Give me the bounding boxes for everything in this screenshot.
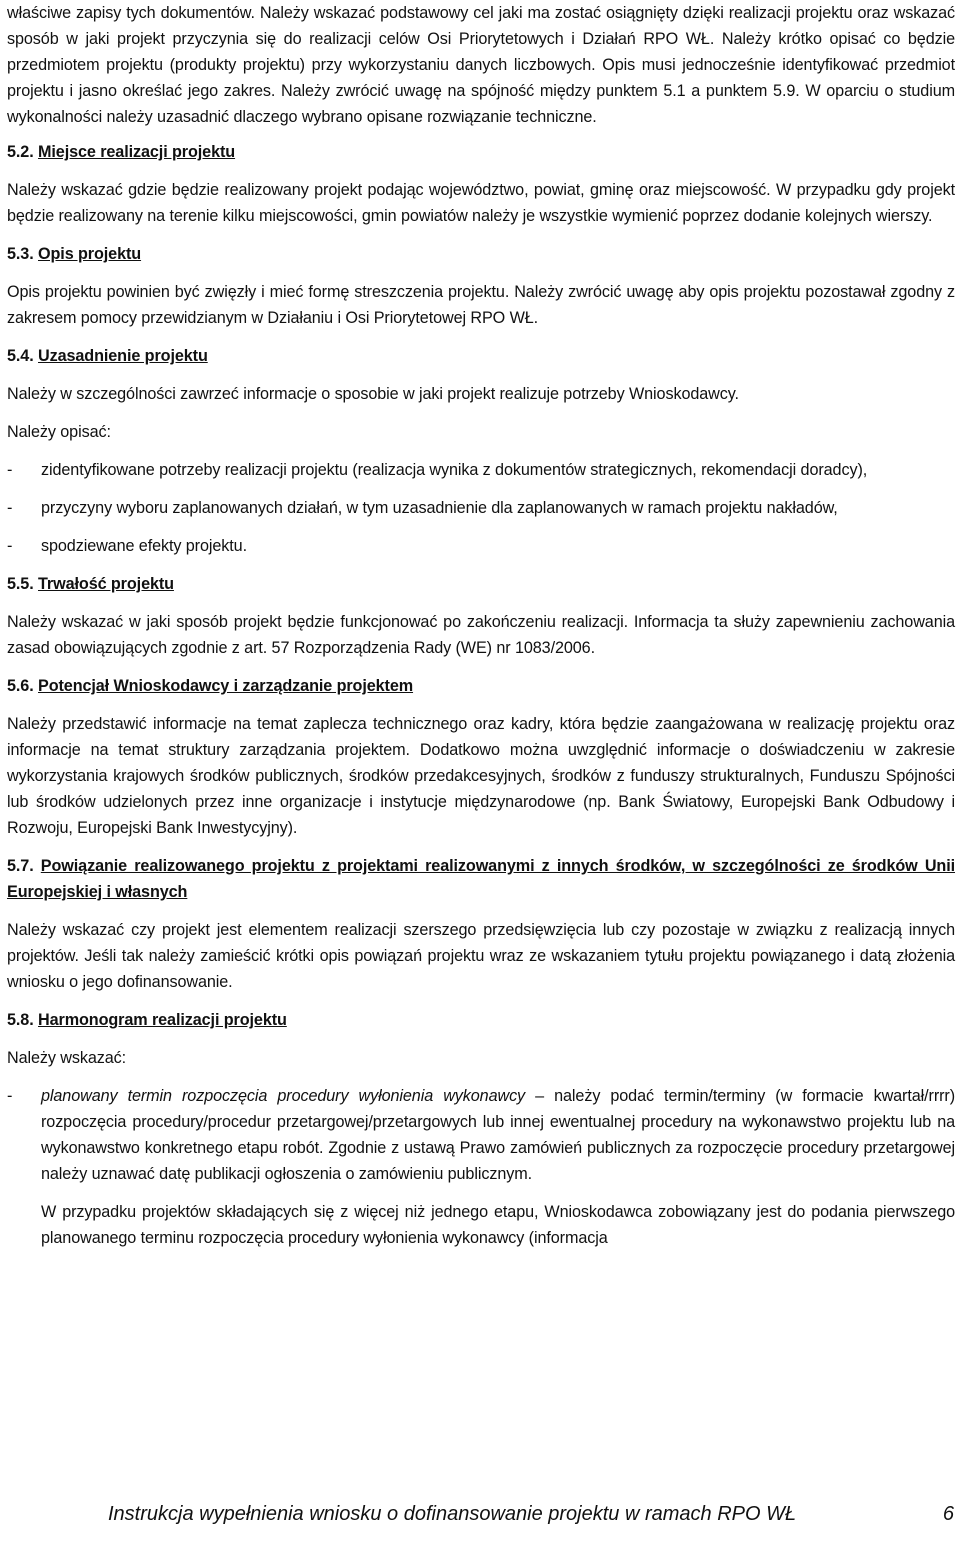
section-title: Harmonogram realizacji projektu xyxy=(38,1011,287,1029)
section-5-7-heading xyxy=(7,853,955,905)
section-title: Miejsce realizacji projektu xyxy=(38,143,236,161)
section-5-5-heading xyxy=(7,571,955,597)
section-number: 5.4. xyxy=(7,347,34,365)
document-page xyxy=(7,0,955,1251)
list-continuation-text: W przypadku projektów składających się z więcej niż jednego etapu, Wnioskodawca zobowiązany jest do podania pierwszego planowanego terminu rozpoczęcia procedury wyłonienia wykonawcy (informacja xyxy=(41,1203,955,1247)
section-title: Trwałość projektu xyxy=(38,575,174,593)
list-item xyxy=(7,533,955,559)
section-title: Potencjał Wnioskodawcy i zarządzanie projektem xyxy=(38,677,414,695)
section-number: 5.6. xyxy=(7,677,34,695)
intro-paragraph: właściwe zapisy tych dokumentów. Należy wskazać podstawowy cel jaki ma zostać osiągnięty dzięki realizacji projektu oraz wskazać sposób w jaki projekt przyczynia się do realizacji celów Osi Priorytetowych i Działań RPO WŁ. Należy krótko opisać co będzie przedmiotem projektu (produkty projektu) przy wykorzystaniu danych liczbowych. Opis musi jednocześnie identyfikować przedmiot projektu i jasno określać jego zakres. Należy zwrócić uwagę na spójność między punktem 5.1 a punktem 5.9. W oparciu o studium wykonalności należy uzasadnić dlaczego wybrano opisane rozwiązanie techniczne. xyxy=(7,4,955,126)
section-number: 5.5. xyxy=(7,575,34,593)
page-footer xyxy=(108,1500,954,1528)
list-item-emphasis: planowany termin rozpoczęcia procedury wyłonienia wykonawcy xyxy=(41,1087,526,1105)
section-5-4-paragraph: Należy w szczególności zawrzeć informacje o sposobie w jaki projekt realizuje potrzeby Wnioskodawcy. xyxy=(7,385,739,403)
section-5-4-heading xyxy=(7,343,955,369)
section-number: 5.7. xyxy=(7,857,34,875)
section-title: Opis projektu xyxy=(38,245,142,263)
section-5-4-list-intro: Należy opisać: xyxy=(7,423,111,441)
list-item-text: spodziewane efekty projektu. xyxy=(41,537,247,555)
list-item xyxy=(7,457,955,483)
list-bullet: - xyxy=(7,499,13,517)
list-item xyxy=(7,495,955,521)
list-item-text: przyczyny wyboru zaplanowanych działań, w tym uzasadnienie dla zaplanowanych w ramach projektu nakładów, xyxy=(41,499,838,517)
section-number: 5.8. xyxy=(7,1011,34,1029)
section-5-8-list-intro: Należy wskazać: xyxy=(7,1049,127,1067)
section-5-7-paragraph: Należy wskazać czy projekt jest elementem realizacji szerszego przedsięwzięcia lub czy pozostaje w związku z realizacją innych projektów. Jeśli tak należy zamieścić krótki opis powiązań projektu wraz ze wskazaniem tytułu projektu powiązanego i datą złożenia wniosku o jego dofinansowanie. xyxy=(7,921,955,991)
list-bullet: - xyxy=(7,537,13,555)
section-5-2-heading xyxy=(7,139,955,165)
list-bullet: - xyxy=(7,1087,13,1105)
section-5-8-heading xyxy=(7,1007,955,1033)
section-number: 5.3. xyxy=(7,245,34,263)
list-bullet: - xyxy=(7,461,13,479)
list-item-text: zidentyfikowane potrzeby realizacji projektu (realizacja wynika z dokumentów strategicznych, rekomendacji doradcy), xyxy=(41,461,868,479)
page-number: 6 xyxy=(942,1503,954,1525)
section-5-2-paragraph: Należy wskazać gdzie będzie realizowany projekt podając województwo, powiat, gminę oraz miejscowość. W przypadku gdy projekt będzie realizowany na terenie kilku miejscowości, gmin powiatów należy je wszystkie wymienić poprzez dodanie kolejnych wierszy. xyxy=(7,181,955,225)
section-5-3-paragraph: Opis projektu powinien być zwięzły i mieć formę streszczenia projektu. Należy zwrócić uwagę aby opis projektu pozostawał zgodny z zakresem pomocy przewidzianym w Działaniu i Osi Priorytetowej RPO WŁ. xyxy=(7,283,955,327)
section-title: Uzasadnienie projektu xyxy=(38,347,208,365)
footer-title: Instrukcja wypełnienia wniosku o dofinansowanie projektu w ramach RPO WŁ xyxy=(108,1503,797,1525)
section-5-6-heading xyxy=(7,673,955,699)
section-5-3-heading xyxy=(7,241,955,267)
section-5-6-paragraph: Należy przedstawić informacje na temat zaplecza technicznego oraz kadry, która będzie zaangażowana w realizację projektu oraz informacje na temat struktury zarządzania projektem. Dodatkowo można uwzględnić informacje o doświadczeniu w zakresie wykorzystania krajowych środków publicznych, środków przedakcesyjnych, środków z funduszy strukturalnych, Funduszu Spójności lub środków udzielonych przez inne organizacje i instytucje międzynarodowe (np. Bank Światowy, Europejski Bank Odbudowy i Rozwoju, Europejski Bank Inwestycyjny). xyxy=(7,715,955,837)
section-5-5-paragraph: Należy wskazać w jaki sposób projekt będzie funkcjonować po zakończeniu realizacji. Informacja ta służy zapewnieniu zachowania zasad obowiązujących zgodnie z art. 57 Rozporządzenia Rady (WE) nr 1083/2006. xyxy=(7,613,955,657)
list-item-text: – należy podać termin/terminy (w formacie kwartał/rrrr) rozpoczęcia procedury/procedur przetargowej/przetargowych lub innej ewentualnej procedury na wykonawstwo projektu lub na wykonawstwo konkretnego etapu robót. Zgodnie z ustawą Prawo zamówień publicznych za rozpoczęcie procedury przetargowej należy uznawać datę publikacji ogłoszenia o zamówieniu publicznym. xyxy=(41,1087,955,1183)
list-item xyxy=(7,1083,955,1187)
list-continuation xyxy=(7,1199,955,1251)
section-title: Powiązanie realizowanego projektu z projektami realizowanymi z innych środków, w szczególności ze środków Unii Europejskiej i własnych xyxy=(7,857,955,901)
section-number: 5.2. xyxy=(7,143,34,161)
